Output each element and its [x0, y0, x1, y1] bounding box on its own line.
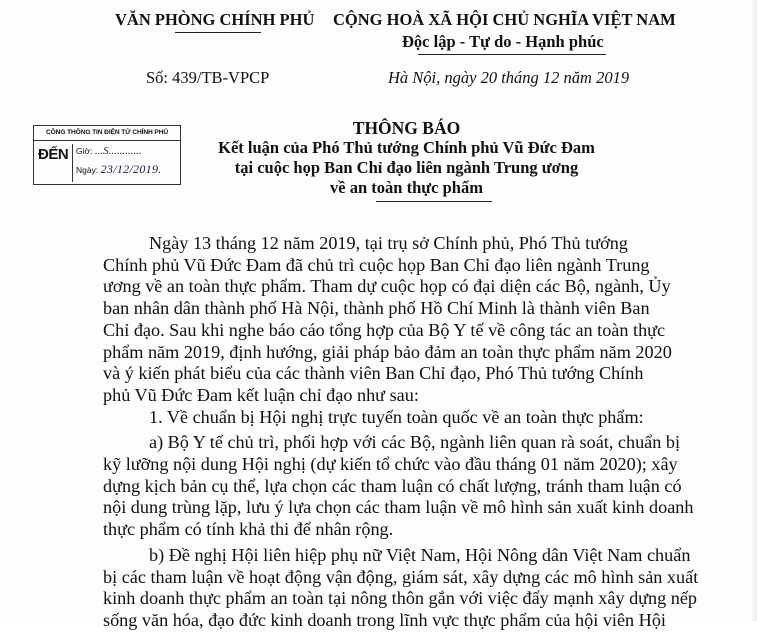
- subtitle-line-2: tại cuộc họp Ban Chỉ đạo liên ngành Trung ương: [234, 158, 579, 177]
- issuing-agency: VĂN PHÒNG CHÍNH PHỦ: [115, 10, 315, 29]
- paragraph-line: phủ Vũ Đức Đam kết luận chỉ đạo như sau:: [103, 384, 419, 405]
- subtitle-line-1: Kết luận của Phó Thủ tướng Chính phủ Vũ Đức Đam: [218, 138, 595, 157]
- paragraph-line: Ngày 13 tháng 12 năm 2019, tại trụ sở Chính phủ, Phó Thủ tướng: [149, 233, 628, 253]
- paragraph-line: kinh doanh thực phẩm an toàn tại nông thôn gắn với việc đẩy mạnh xây dựng nếp: [103, 588, 698, 609]
- section-heading: 1. Về chuẩn bị Hội nghị trực tuyến toàn quốc về an toàn thực phẩm:: [149, 406, 644, 427]
- stamp-den-label: ĐẾN: [38, 146, 69, 163]
- document-number: Số: 439/TB-VPCP: [146, 68, 270, 87]
- stamp-date-label: Ngày:: [76, 165, 99, 175]
- stamp-time-value: ...S............: [94, 145, 142, 157]
- document-body: [103, 233, 731, 632]
- paragraph-line: Chính phủ Vũ Đức Đam đã chủ trì cuộc họp Ban Chỉ đạo liên ngành Trung: [103, 254, 650, 275]
- stamp-date-value: 23/12/2019.: [100, 162, 162, 176]
- paragraph-line: bị các tham luận về hoạt động vận động, giám sát, xây dựng các mô hình sản xuất: [103, 566, 699, 587]
- paragraph-line: phẩm năm 2019, định hướng, giải pháp bảo đảm an toàn thực phẩm năm 2020: [103, 341, 672, 362]
- paragraph-line: dựng kịch bản cụ thể, lựa chọn các tham luận có chất lượng, tránh tham luận có: [103, 475, 682, 496]
- paragraph-line: sống văn hóa, đạo đức kinh doanh trong lĩnh vực thực phẩm của hội viên Hội: [103, 609, 666, 630]
- paragraph-line: Chỉ đạo. Sau khi nghe báo cáo tổng hợp của Bộ Y tế về công tác an toàn thực: [103, 319, 666, 340]
- stamp-header: CÔNG THÔNG TIN ĐIỆN TỬ CHÍNH PHỦ: [34, 126, 180, 141]
- paragraph-line: ban nhân dân thành phố Hà Nội, thành phố Hồ Chí Minh là thành viên Ban: [103, 298, 650, 319]
- paragraph-line: b) Đề nghị Hội liên hiệp phụ nữ Việt Nam, Hội Nông dân Việt Nam chuẩn: [149, 544, 691, 565]
- paragraph-line: a) Bộ Y tế chủ trì, phối hợp với các Bộ, ngành liên quan rà soát, chuẩn bị: [149, 432, 681, 453]
- paragraph-line: và ý kiến phát biểu của các thành viên Ban Chỉ đạo, Phó Thủ tướng Chính: [103, 363, 644, 384]
- paragraph-line: thực phẩm có tính khả thi để nhân rộng.: [103, 519, 394, 540]
- stamp-time-label: Giờ:: [76, 146, 93, 156]
- subtitle-underline: [376, 201, 492, 202]
- national-title: CỘNG HOÀ XÃ HỘI CHỦ NGHĨA VIỆT NAM: [333, 10, 676, 29]
- national-motto: Độc lập - Tự do - Hạnh phúc: [402, 32, 604, 51]
- motto-underline: [418, 54, 606, 55]
- place-and-date: Hà Nội, ngày 20 tháng 12 năm 2019: [388, 68, 630, 87]
- subtitle-line-3: về an toàn thực phẩm: [330, 178, 483, 197]
- paragraph-line: kỹ lưỡng nội dung Hội nghị (dự kiến tổ chức vào đầu tháng 01 năm 2020); xây: [103, 454, 678, 475]
- paragraph-line: ương về an toàn thực phẩm. Tham dự cuộc họp có đại diện các Bộ, ngành, Ủy: [103, 276, 671, 297]
- agency-underline: [175, 32, 261, 33]
- paragraph-line: nội dung trùng lặp, lưu ý lựa chọn các tham luận về mô hình sản xuất kinh doanh: [103, 497, 694, 518]
- document-title: THÔNG BÁO: [352, 118, 461, 138]
- page-edge-shadow: [751, 0, 757, 621]
